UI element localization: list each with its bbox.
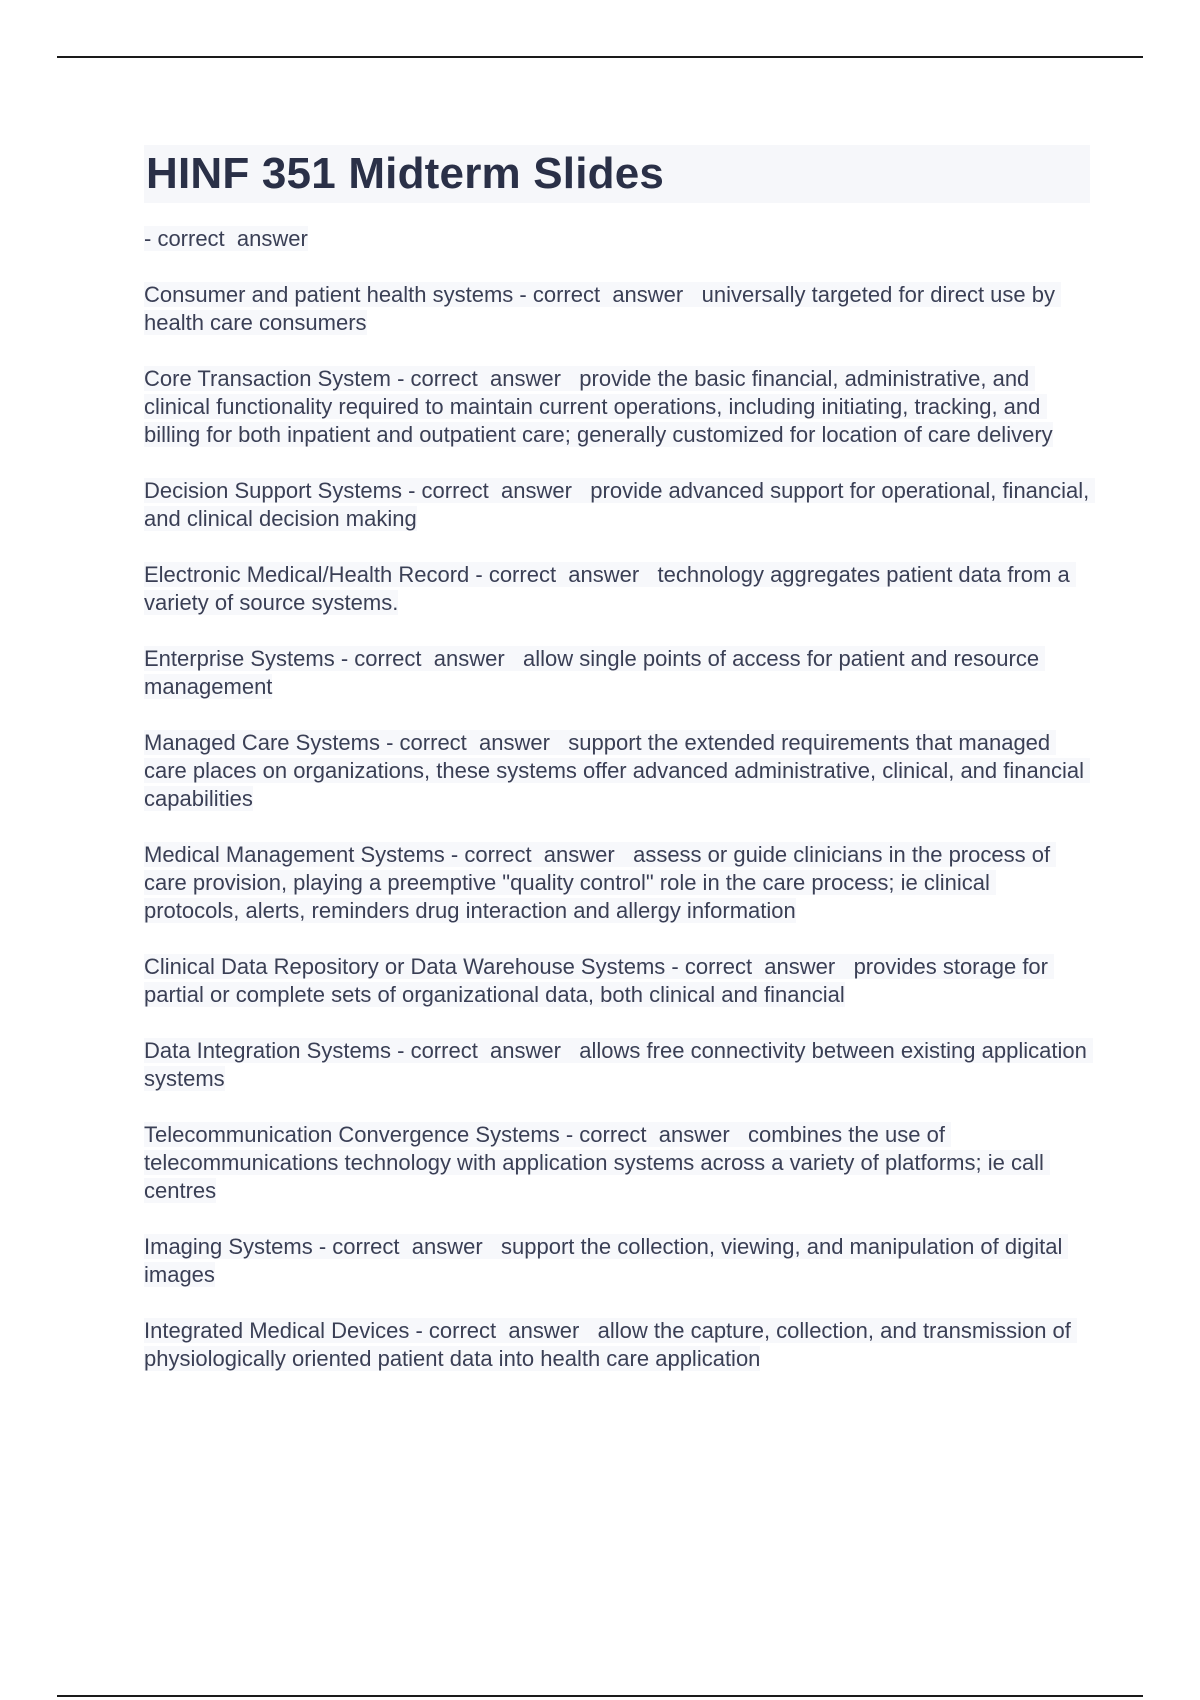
entry-definition: provide advanced support for operational, financial, and clinical decision making xyxy=(144,478,1096,531)
list-item xyxy=(144,1233,1090,1289)
entry-definition: allows free connectivity between existing application systems xyxy=(144,1038,1093,1091)
entry-term: Core Transaction System xyxy=(144,366,391,391)
list-item xyxy=(144,561,1090,617)
list-item xyxy=(144,225,1090,253)
entry-term: Clinical Data Repository or Data Warehouse Systems xyxy=(144,954,666,979)
entry-definition: provides storage for partial or complete sets of organizational data, both clinical and financial xyxy=(144,954,1055,1007)
list-item xyxy=(144,281,1090,337)
entry-term: Medical Management Systems xyxy=(144,842,445,867)
list-item xyxy=(144,729,1090,813)
list-item xyxy=(144,477,1096,533)
entry-term: Decision Support Systems xyxy=(144,478,402,503)
list-item xyxy=(144,841,1090,925)
entry-definition: assess or guide clinicians in the process of care provision, playing a preemptive "quality control" role in the care process; ie clinical protocols, alerts, reminders drug interaction and allergy information xyxy=(144,842,1057,923)
entry-term: Data Integration Systems xyxy=(144,1038,392,1063)
entry-separator: - correct answer xyxy=(409,1318,598,1343)
list-item xyxy=(144,1317,1090,1373)
list-item xyxy=(144,645,1090,701)
entry-definition: support the extended requirements that managed care places on organizations, these systems offer advanced administrative, clinical, and financial capabilities xyxy=(144,730,1091,811)
entry-separator: - correct answer xyxy=(390,366,580,391)
entry-term: Consumer and patient health systems xyxy=(144,282,514,307)
entry-separator: - correct answer xyxy=(469,562,658,587)
list-item xyxy=(144,953,1090,1009)
entry-term: Managed Care Systems xyxy=(144,730,380,755)
flashcard-list xyxy=(144,225,1096,1373)
document-body xyxy=(144,145,1096,1401)
entry-definition: support the collection, viewing, and manipulation of digital images xyxy=(144,1234,1069,1287)
entry-term: Electronic Medical/Health Record xyxy=(144,562,470,587)
entry-definition: universally targeted for direct use by health care consumers xyxy=(144,282,1062,335)
entry-separator: - correct answer xyxy=(402,478,591,503)
entry-separator: - correct answer xyxy=(513,282,702,307)
entry-term: Integrated Medical Devices xyxy=(144,1318,410,1343)
entry-definition: provide the basic financial, administrative, and clinical functionality required to maintain current operations, including initiating, tracking, and billing for both inpatient and outpatient care; generally customized for location of care delivery xyxy=(144,366,1053,447)
entry-term: Telecommunication Convergence Systems xyxy=(144,1122,560,1147)
page-title: HINF 351 Midterm Slides xyxy=(144,145,1090,203)
entry-separator: - correct answer xyxy=(334,646,524,671)
entry-separator: - correct answer xyxy=(665,954,854,979)
entry-separator: - correct answer xyxy=(391,1038,580,1063)
list-item xyxy=(144,1037,1093,1093)
entry-term: Enterprise Systems xyxy=(144,646,335,671)
page-top-rule xyxy=(57,56,1143,58)
entry-separator: - correct answer xyxy=(444,842,634,867)
list-item xyxy=(144,1121,1090,1205)
page-bottom-rule xyxy=(57,1695,1143,1697)
entry-definition: allow the capture, collection, and transmission of physiologically oriented patient data into health care application xyxy=(144,1318,1078,1371)
entry-separator: - correct answer xyxy=(380,730,569,755)
entry-separator: - correct answer xyxy=(312,1234,502,1259)
entry-separator: - correct answer xyxy=(144,226,308,251)
entry-separator: - correct answer xyxy=(559,1122,749,1147)
entry-definition: technology aggregates patient data from a variety of source systems. xyxy=(144,562,1076,615)
entry-definition: allow single points of access for patient and resource management xyxy=(144,646,1046,699)
list-item xyxy=(144,365,1090,449)
entry-definition: combines the use of telecommunications technology with application systems across a variety of platforms; ie call centres xyxy=(144,1122,1051,1203)
entry-term: Imaging Systems xyxy=(144,1234,313,1259)
